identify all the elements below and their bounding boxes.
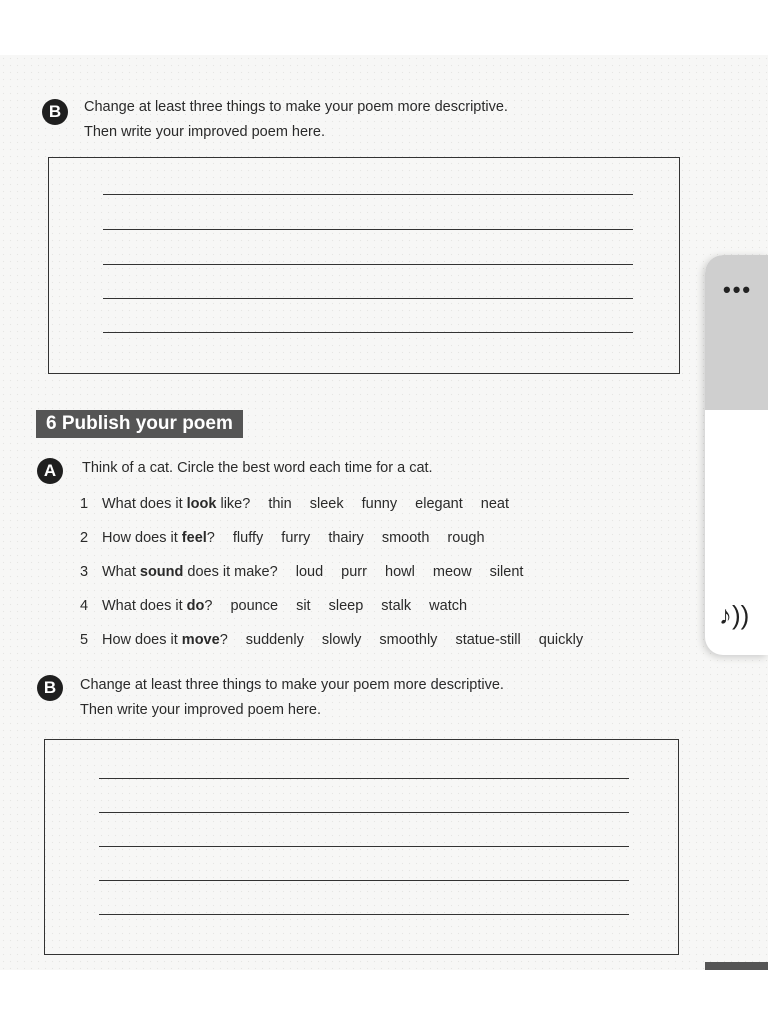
writing-line (103, 298, 633, 299)
question-5: 5 How does it move? suddenly slowly smoothly statue-still quickly (80, 632, 584, 648)
top-writing-box[interactable] (48, 157, 680, 374)
option-word[interactable]: pounce (230, 598, 279, 614)
option-word[interactable]: sit (296, 598, 311, 614)
part-b-instruction-line1: Change at least three things to make your poem more descriptive. (80, 677, 504, 693)
part-a-instruction: Think of a cat. Circle the best word each time for a cat. (82, 460, 433, 476)
top-instruction-line1: Change at least three things to make your poem more descriptive. (84, 99, 508, 115)
option-word[interactable]: watch (429, 598, 468, 614)
more-dots-icon[interactable]: ••• (723, 277, 753, 302)
audio-speaker-icon[interactable]: ♪)) (719, 600, 750, 630)
option-word[interactable]: suddenly (245, 632, 304, 648)
option-word[interactable]: quickly (538, 632, 584, 648)
question-2: 2 How does it feel? fluffy furry thairy smooth rough (80, 530, 485, 546)
option-word[interactable]: stalk (381, 598, 412, 614)
option-word[interactable]: furry (281, 530, 311, 546)
option-word[interactable]: smoothly (379, 632, 438, 648)
writing-line (99, 812, 629, 813)
part-b-instruction-line2: Then write your improved poem here. (80, 702, 321, 718)
section-title: 6 Publish your poem (36, 410, 243, 438)
writing-line (99, 778, 629, 779)
writing-line (99, 846, 629, 847)
option-word[interactable]: thairy (328, 530, 364, 546)
option-word[interactable]: elegant (415, 496, 463, 512)
top-instruction-line2: Then write your improved poem here. (84, 124, 325, 140)
writing-line (103, 229, 633, 230)
option-word[interactable]: neat (480, 496, 509, 512)
option-word[interactable]: loud (295, 564, 324, 580)
badge-a: A (37, 458, 63, 484)
menu-button[interactable] (705, 255, 768, 410)
option-word[interactable]: sleek (309, 496, 344, 512)
option-word[interactable]: statue-still (455, 632, 521, 648)
option-word[interactable]: silent (489, 564, 524, 580)
option-word[interactable]: purr (341, 564, 367, 580)
option-word[interactable]: funny (361, 496, 398, 512)
option-word[interactable]: smooth (381, 530, 430, 546)
question-3: 3 What sound does it make? loud purr howl meow silent (80, 564, 524, 580)
question-1: 1 What does it look like? thin sleek funny elegant neat (80, 496, 509, 512)
writing-line (99, 914, 629, 915)
option-word[interactable]: meow (432, 564, 472, 580)
question-4: 4 What does it do? pounce sit sleep stalk watch (80, 598, 468, 614)
option-word[interactable]: howl (385, 564, 415, 580)
bottom-writing-box[interactable] (44, 739, 679, 955)
option-word[interactable]: rough (447, 530, 485, 546)
option-word[interactable]: fluffy (232, 530, 264, 546)
writing-line (103, 332, 633, 333)
badge-b-top: B (42, 99, 68, 125)
page-edge-mark (705, 962, 768, 970)
worksheet-page (0, 55, 768, 970)
badge-b-bottom: B (37, 675, 63, 701)
writing-line (103, 264, 633, 265)
writing-line (103, 194, 633, 195)
option-word[interactable]: thin (268, 496, 292, 512)
option-word[interactable]: sleep (328, 598, 364, 614)
writing-line (99, 880, 629, 881)
option-word[interactable]: slowly (321, 632, 362, 648)
floating-side-panel (705, 255, 768, 655)
